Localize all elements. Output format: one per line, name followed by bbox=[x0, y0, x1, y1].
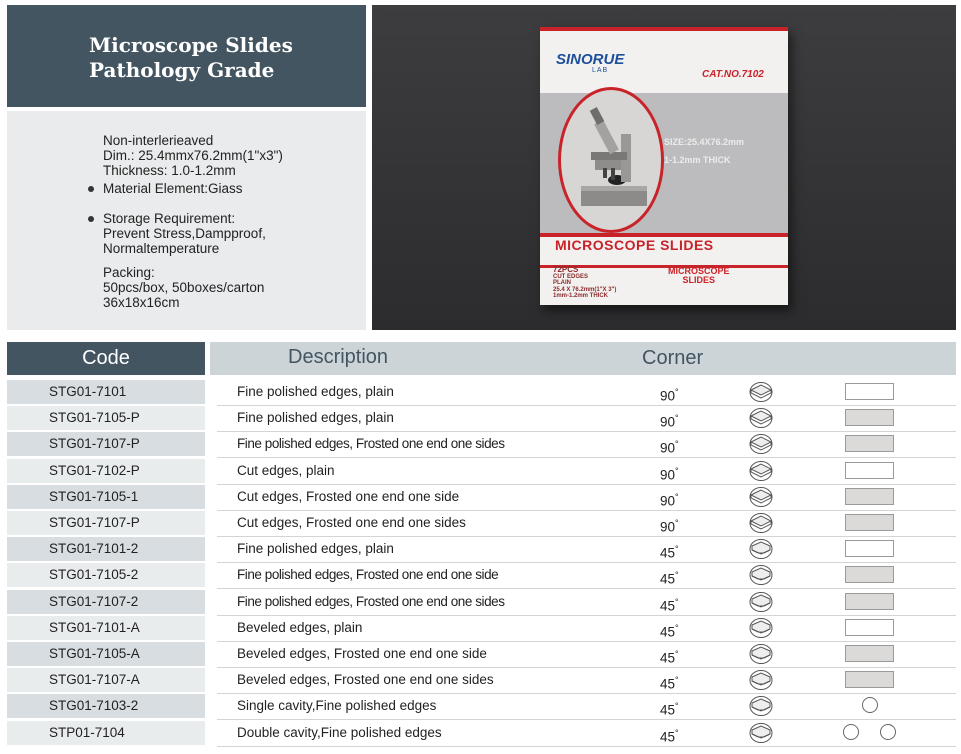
frosted-slide-swatch bbox=[845, 566, 894, 583]
row-code: STG01-7105-A bbox=[7, 642, 205, 666]
title-line-1: Microscope Slides bbox=[89, 33, 293, 57]
row-code: STG01-7105-2 bbox=[7, 563, 205, 587]
row-description: Double cavity,Fine polished edges bbox=[237, 724, 442, 740]
title-banner bbox=[7, 5, 366, 107]
corner-90-icon bbox=[748, 486, 774, 508]
table-row bbox=[7, 563, 956, 589]
angle-unit: ° bbox=[675, 491, 679, 502]
column-header-code: Code bbox=[7, 342, 205, 375]
frosted-slide-swatch bbox=[845, 435, 894, 452]
frosted-slide-swatch bbox=[845, 409, 894, 426]
angle-unit: ° bbox=[675, 413, 679, 424]
box-detail-edges: CUT EDGES bbox=[553, 273, 589, 280]
table-row bbox=[7, 668, 956, 694]
frosted-slide-swatch bbox=[845, 645, 894, 662]
column-header-description: Description bbox=[288, 346, 389, 368]
table-row bbox=[7, 511, 956, 537]
bullet-icon bbox=[88, 186, 94, 192]
angle-unit: ° bbox=[675, 675, 679, 686]
frosted-slide-swatch bbox=[845, 671, 894, 688]
angle-value: 45 bbox=[660, 598, 676, 614]
angle-unit: ° bbox=[675, 544, 679, 555]
frosted-slide-swatch bbox=[845, 593, 894, 610]
bullet-icon bbox=[88, 216, 94, 222]
box-size-label: SIZE:25.4X76.2mm bbox=[664, 137, 745, 147]
catalog-number: CAT.NO.7102 bbox=[702, 69, 764, 80]
corner-45-icon bbox=[748, 643, 774, 665]
corner-90-icon bbox=[748, 407, 774, 429]
box-side-line2: SLIDES bbox=[682, 275, 716, 285]
corner-45-icon bbox=[748, 564, 774, 586]
angle-value: 90 bbox=[660, 440, 676, 456]
row-code: STG01-7105-1 bbox=[7, 485, 205, 509]
spec-packing-label: Packing: bbox=[103, 265, 155, 280]
corner-90-icon bbox=[748, 512, 774, 534]
plain-slide-swatch bbox=[845, 619, 894, 636]
table-row bbox=[7, 380, 956, 406]
row-description: Fine polished edges, plain bbox=[237, 541, 394, 557]
table-row bbox=[7, 485, 956, 511]
angle-unit: ° bbox=[675, 518, 679, 528]
row-code: STG01-7101-2 bbox=[7, 537, 205, 561]
row-code: STG01-7107-A bbox=[7, 668, 205, 692]
row-code: STG01-7107-P bbox=[7, 432, 205, 456]
table-row bbox=[7, 721, 956, 747]
plain-slide-swatch bbox=[845, 383, 894, 400]
cavity-icon bbox=[843, 724, 859, 740]
row-code: STG01-7107-2 bbox=[7, 590, 205, 614]
microscope-illustration bbox=[558, 87, 664, 233]
angle-value: 45 bbox=[660, 702, 676, 718]
row-description: Fine polished edges, Frosted one end one side bbox=[237, 567, 499, 583]
angle-unit: ° bbox=[675, 439, 679, 450]
brand-logo: SINORUE bbox=[556, 51, 625, 68]
corner-45-icon bbox=[748, 617, 774, 639]
box-detail-plain: PLAIN bbox=[553, 280, 571, 286]
table-row bbox=[7, 537, 956, 563]
row-description: Fine polished edges, Frosted one end one sides bbox=[237, 593, 505, 609]
table-row bbox=[7, 590, 956, 616]
row-description: Beveled edges, Frosted one end one side bbox=[237, 646, 487, 661]
corner-45-icon bbox=[748, 669, 774, 691]
angle-value: 45 bbox=[660, 571, 676, 587]
angle-unit: ° bbox=[675, 727, 679, 738]
box-detail-thickness: 1mm-1.2mm THICK bbox=[553, 293, 609, 299]
angle-value: 45 bbox=[660, 729, 676, 745]
specifications-panel bbox=[7, 111, 366, 330]
spec-dimensions: Dim.: 25.4mmx76.2mm(1"x3") bbox=[103, 148, 283, 163]
row-code: STP01-7104 bbox=[7, 721, 205, 745]
box-details bbox=[553, 267, 616, 300]
plain-slide-swatch bbox=[845, 540, 894, 557]
angle-value: 90 bbox=[660, 493, 676, 509]
title-line-2: Pathology Grade bbox=[89, 58, 275, 82]
box-side-label bbox=[668, 267, 730, 285]
angle-value: 90 bbox=[660, 414, 676, 430]
row-description: Fine polished edges, plain bbox=[237, 384, 394, 399]
row-code: STG01-7101 bbox=[7, 380, 205, 404]
cavity-icon bbox=[880, 724, 896, 740]
angle-value: 45 bbox=[660, 545, 676, 561]
row-code: STG01-7102-P bbox=[7, 459, 205, 483]
box-product-name: MICROSCOPE SLIDES bbox=[555, 237, 714, 253]
angle-value: 90 bbox=[660, 388, 676, 404]
page-title bbox=[89, 33, 293, 83]
spec-packing-line1: 50pcs/box, 50boxes/carton bbox=[103, 280, 265, 295]
row-description: Fine polished edges, Frosted one end one sides bbox=[237, 436, 505, 452]
table-row bbox=[7, 432, 956, 458]
row-description: Beveled edges, Frosted one end one sides bbox=[237, 672, 494, 688]
spec-storage-line2: Normaltemperature bbox=[103, 241, 220, 256]
corner-45-icon bbox=[748, 591, 774, 613]
box-side-line1: MICROSCOPE bbox=[668, 266, 730, 276]
frosted-slide-swatch bbox=[845, 488, 894, 505]
column-header-bar bbox=[210, 342, 956, 375]
spec-storage-line1: Prevent Stress,Dampproof, bbox=[103, 226, 266, 241]
box-detail-size: 25.4 X 76.2mm(1"X 3") bbox=[553, 286, 617, 293]
box-detail-pcs: 72PCS bbox=[553, 265, 579, 274]
row-description: Cut edges, Frosted one end one side bbox=[237, 488, 460, 504]
box-thickness-label: 1-1.2mm THICK bbox=[664, 155, 731, 165]
angle-value: 45 bbox=[660, 650, 676, 666]
angle-value: 90 bbox=[660, 467, 676, 483]
brand-sub: LAB bbox=[592, 67, 609, 74]
product-box bbox=[540, 27, 788, 305]
angle-unit: ° bbox=[675, 570, 679, 581]
plain-slide-swatch bbox=[845, 462, 894, 479]
column-header-corner: Corner bbox=[642, 347, 704, 369]
angle-unit: ° bbox=[675, 465, 679, 476]
table-row bbox=[7, 616, 956, 642]
table-row bbox=[7, 642, 956, 668]
spec-material: Material Element:Giass bbox=[103, 181, 243, 196]
angle-unit: ° bbox=[675, 596, 679, 607]
row-code: STG01-7101-A bbox=[7, 616, 205, 640]
row-description: Cut edges, Frosted one end one sides bbox=[237, 515, 466, 530]
corner-45-icon bbox=[748, 695, 774, 717]
product-photo bbox=[372, 5, 956, 330]
spec-thickness: Thickness: 1.0-1.2mm bbox=[103, 163, 236, 178]
corner-45-icon bbox=[748, 722, 774, 744]
spec-interleaving: Non-interlerieaved bbox=[103, 133, 214, 148]
row-description: Single cavity,Fine polished edges bbox=[237, 698, 437, 714]
row-divider bbox=[217, 746, 956, 747]
row-code: STG01-7105-P bbox=[7, 406, 205, 430]
single-cavity-icon bbox=[862, 697, 878, 713]
spec-packing-line2: 36x18x16cm bbox=[103, 295, 180, 310]
corner-90-icon bbox=[748, 381, 774, 403]
row-description: Beveled edges, plain bbox=[237, 619, 363, 635]
angle-unit: ° bbox=[675, 387, 679, 397]
corner-45-icon bbox=[748, 538, 774, 560]
row-code: STG01-7107-P bbox=[7, 511, 205, 535]
angle-value: 45 bbox=[660, 676, 676, 692]
frosted-slide-swatch bbox=[845, 514, 894, 531]
table-row bbox=[7, 694, 956, 720]
corner-90-icon bbox=[748, 460, 774, 482]
angle-unit: ° bbox=[675, 701, 679, 712]
spec-storage-label: Storage Requirement: bbox=[103, 211, 236, 226]
angle-unit: ° bbox=[675, 649, 679, 659]
table-row bbox=[7, 459, 956, 485]
row-description: Cut edges, plain bbox=[237, 462, 335, 478]
corner-90-icon bbox=[748, 433, 774, 455]
angle-value: 45 bbox=[660, 624, 676, 640]
angle-value: 90 bbox=[660, 519, 676, 535]
table-row bbox=[7, 406, 956, 432]
row-description: Fine polished edges, plain bbox=[237, 410, 394, 426]
angle-unit: ° bbox=[675, 622, 679, 633]
row-code: STG01-7103-2 bbox=[7, 694, 205, 718]
